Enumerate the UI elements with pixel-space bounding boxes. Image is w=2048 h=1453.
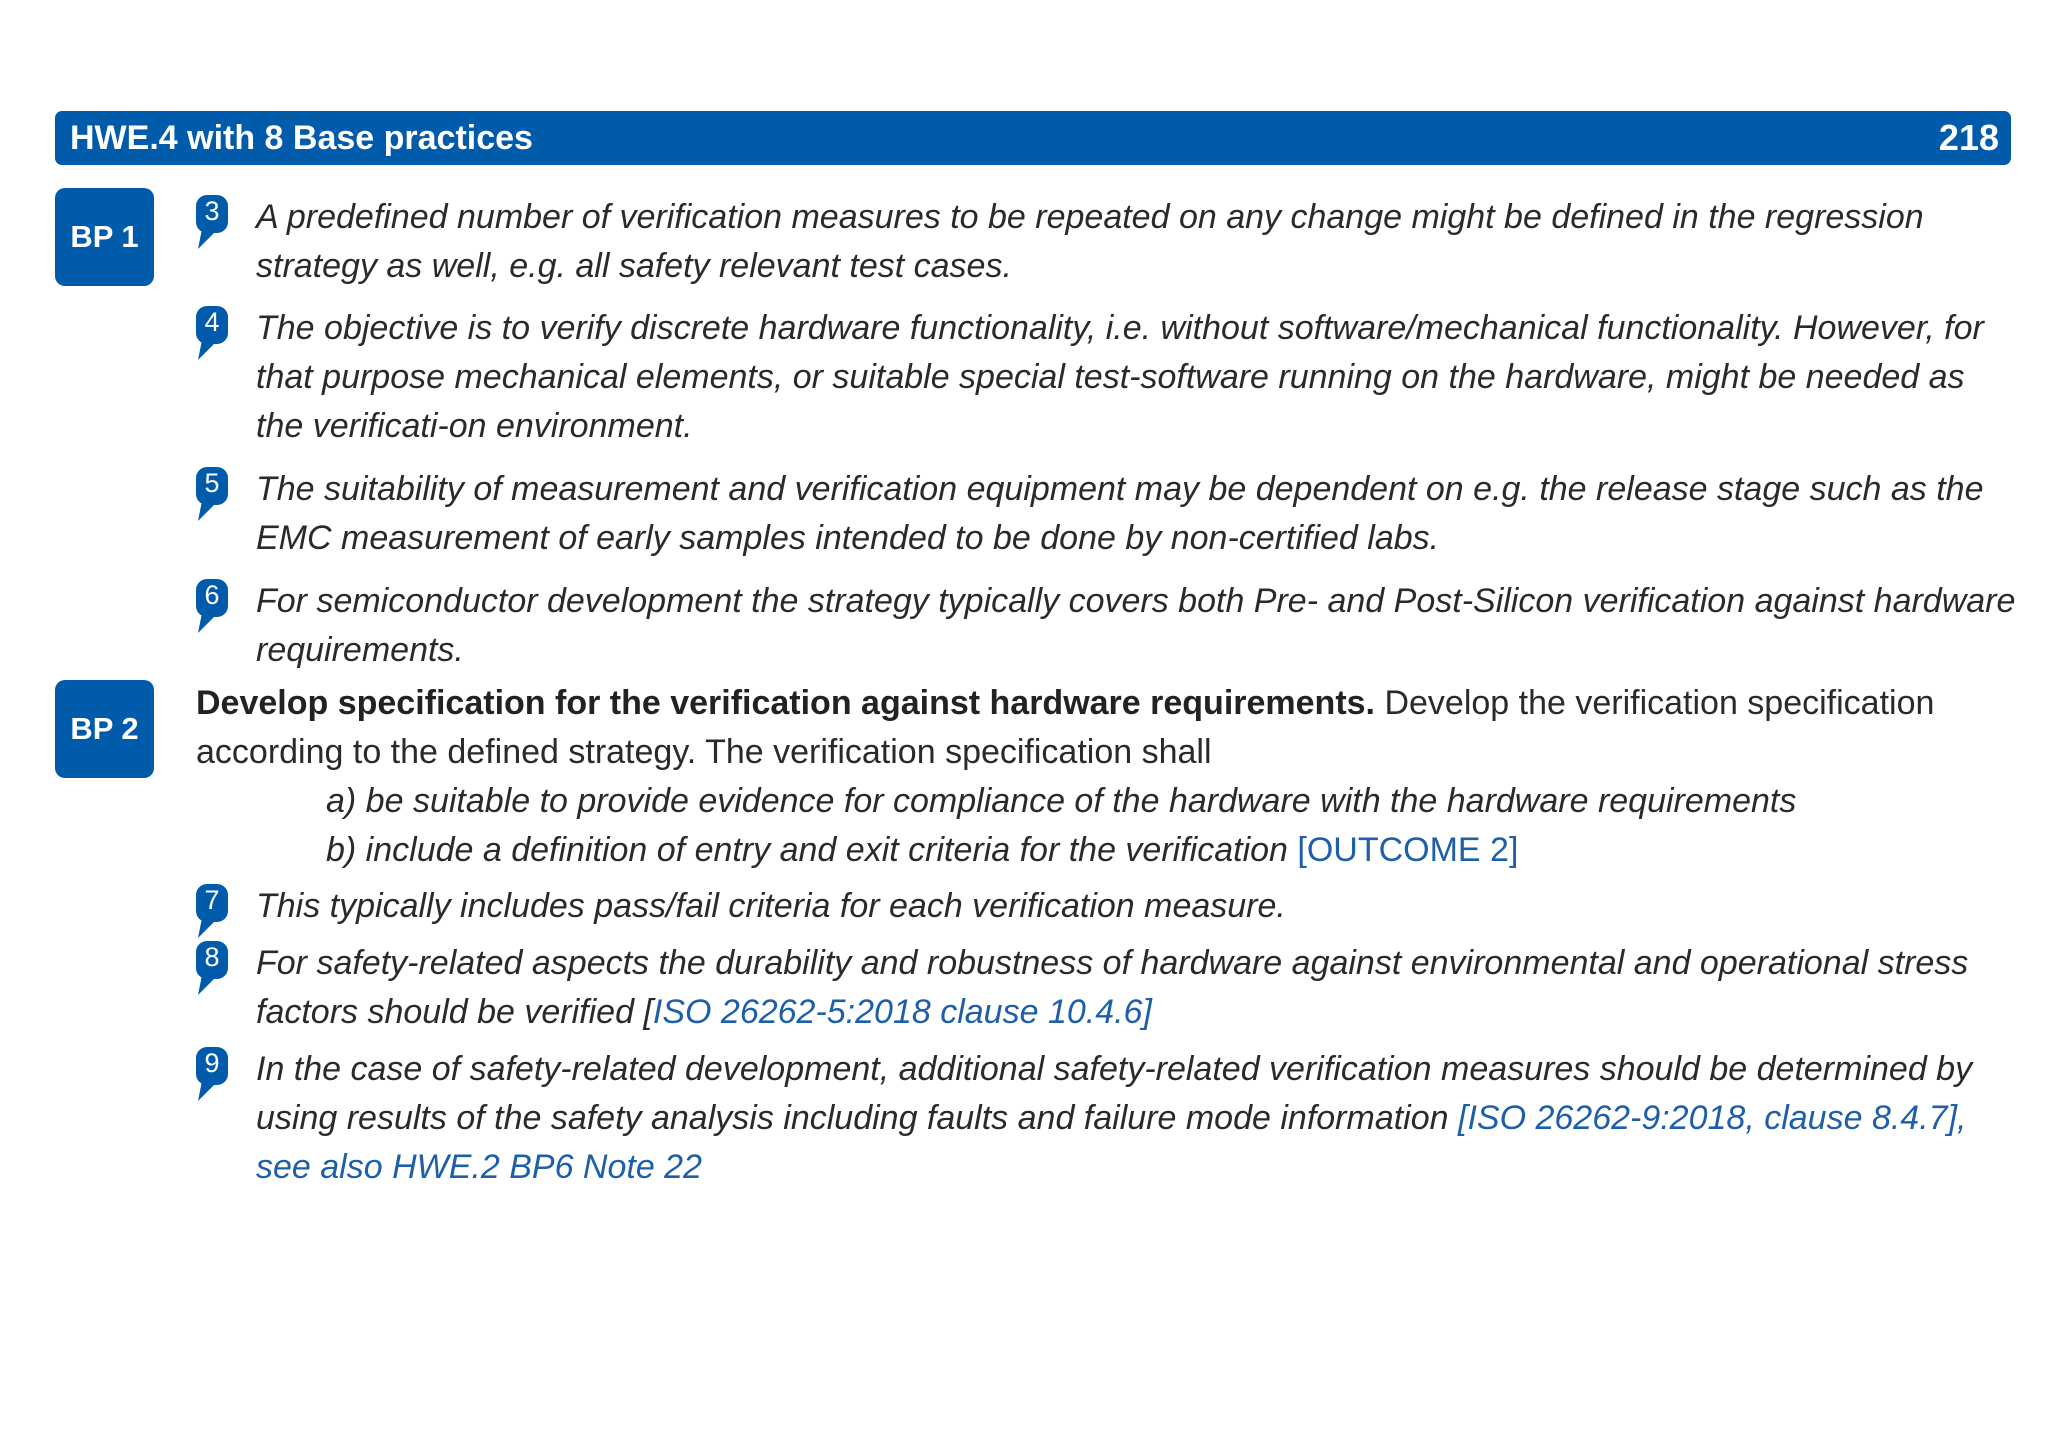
list-item-text: a) be suitable to provide evidence for compliance of the hardware with the hardware requirements xyxy=(326,782,1797,820)
note-text: The objective is to verify discrete hardware functionality, i.e. without software/mechanical functionality. However, for that purpose mechanical elements, or suitable special test-software running on the hardware, might be needed as the verificati-on environment. xyxy=(256,309,1984,445)
note-text: For semiconductor development the strategy typically covers both Pre- and Post-Silicon verification against hardware requirements. xyxy=(256,582,2016,669)
note-9 xyxy=(196,1045,2016,1192)
note-text-body: For safety-related aspects the durability and robustness of hardware against environmental and operational stress factors should be verified [ xyxy=(256,944,1969,1031)
note-bubble-icon xyxy=(196,465,230,523)
list-item xyxy=(326,826,1976,875)
note-8 xyxy=(196,939,2016,1037)
list-item-text: b) include a definition of entry and exit criteria for the verification xyxy=(326,831,1298,869)
note-text xyxy=(256,939,2016,1037)
bp2-description xyxy=(196,679,2016,777)
note-number: 9 xyxy=(204,1048,220,1078)
note-6 xyxy=(196,577,2016,675)
outcome-reference: [OUTCOME 2] xyxy=(1297,831,1519,869)
note-number: 4 xyxy=(204,307,220,337)
bp2-criteria-list xyxy=(326,777,1976,875)
note-3 xyxy=(196,193,2016,291)
note-bubble-icon xyxy=(196,193,230,251)
note-text xyxy=(256,882,2016,931)
note-text xyxy=(256,1045,2016,1192)
note-7 xyxy=(196,882,2016,931)
note-bubble-icon xyxy=(196,882,230,940)
note-number: 7 xyxy=(204,885,220,915)
bp2-badge: BP 2 xyxy=(55,680,154,778)
bp2-body: Develop the verification specification according to the defined strategy. The verification specification shall xyxy=(196,684,1935,771)
note-number: 8 xyxy=(204,942,220,972)
note-number: 6 xyxy=(204,580,220,610)
list-item xyxy=(326,777,1976,826)
bp1-badge: BP 1 xyxy=(55,188,154,286)
section-header xyxy=(55,111,2011,165)
note-text-body: In the case of safety-related development, additional safety-related verification measures should be determined by using results of the safety analysis including faults and failure mode information xyxy=(256,1050,1973,1137)
note-5 xyxy=(196,465,2016,563)
note-text-body: This typically includes pass/fail criteria for each verification measure. xyxy=(256,887,1286,925)
note-number: 5 xyxy=(204,468,220,498)
note-bubble-icon xyxy=(196,577,230,635)
note-bubble-icon xyxy=(196,304,230,362)
note-bubble-icon xyxy=(196,939,230,997)
iso-reference-link[interactable]: ISO 26262-5:2018 clause 10.4.6] xyxy=(652,993,1152,1031)
bp2-heading: Develop specification for the verification against hardware requirements. xyxy=(196,684,1375,722)
note-number: 3 xyxy=(204,196,220,226)
note-text: The suitability of measurement and verification equipment may be dependent on e.g. the release stage such as the EMC measurement of early samples intended to be done by non-certified labs. xyxy=(256,470,1984,557)
note-4 xyxy=(196,304,2016,451)
section-title: HWE.4 with 8 Base practices xyxy=(70,119,533,157)
page-number: 218 xyxy=(1938,117,1999,158)
iso-reference-link[interactable]: [ISO 26262-9:2018, clause 8.4.7], see also HWE.2 BP6 Note 22 xyxy=(256,1099,1967,1186)
note-bubble-icon xyxy=(196,1045,230,1103)
note-text: A predefined number of verification measures to be repeated on any change might be defined in the regression strategy as well, e.g. all safety relevant test cases. xyxy=(256,198,1924,285)
